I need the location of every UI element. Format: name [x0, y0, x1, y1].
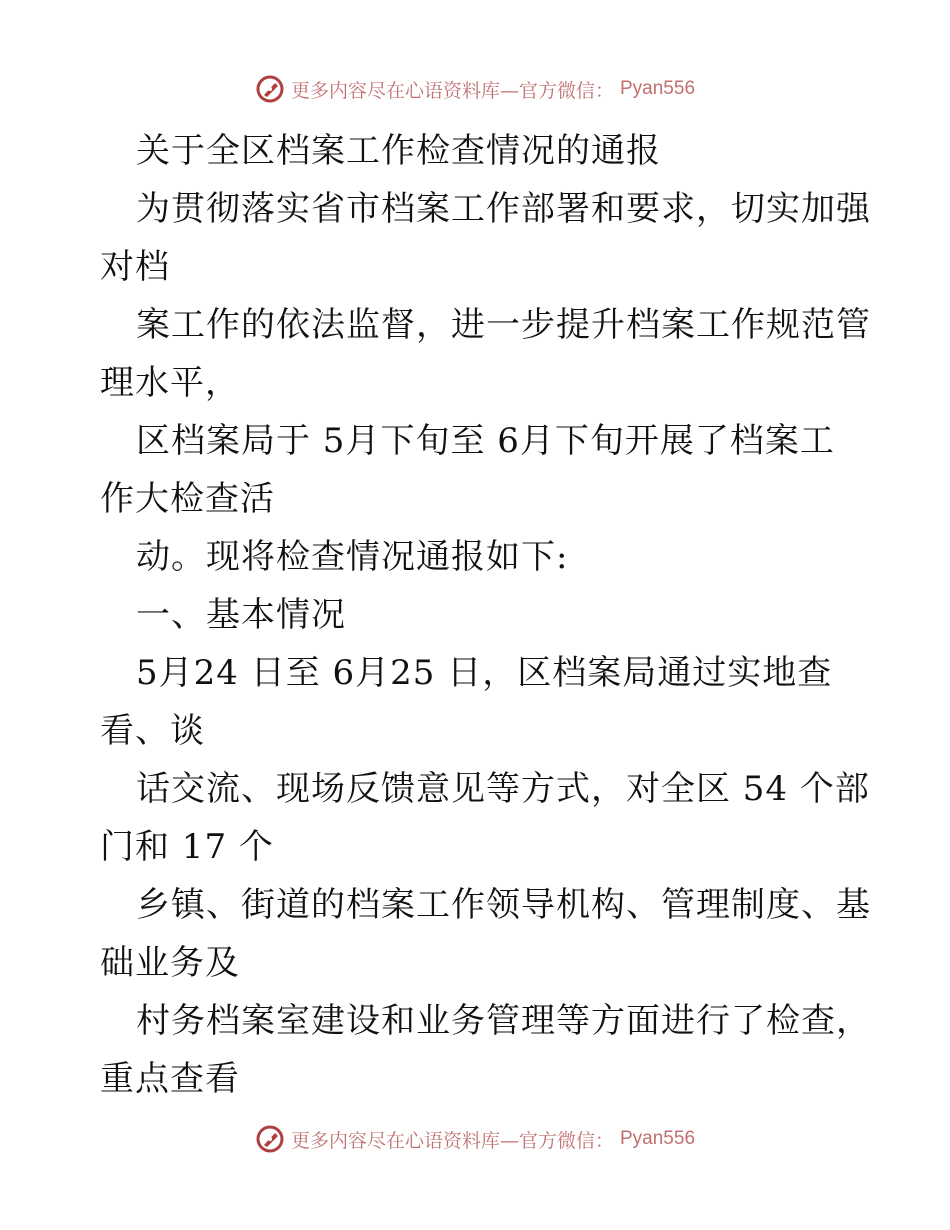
- document-body: [100, 122, 871, 1108]
- text-line: 门和 17 个: [100, 827, 274, 867]
- text-line: 动。现将检查情况通报如下:: [136, 537, 569, 577]
- text-line: 作大检查活: [100, 479, 275, 519]
- watermark-header: [0, 74, 950, 104]
- section-heading: 一、基本情况: [136, 595, 346, 635]
- watermark-text: 更多内容尽在心语资料库—官方微信：: [290, 79, 614, 102]
- watermark-wechat-id: Pyan556: [620, 1128, 696, 1149]
- text-line: 乡镇、街道的档案工作领导机构、管理制度、基: [136, 885, 871, 925]
- text-line: 案工作的依法监督，进一步提升档案工作规范管: [136, 305, 871, 345]
- text-line: 话交流、现场反馈意见等方式，对全区 54 个部: [136, 769, 870, 809]
- text-line: 5月24 日至 6月25 日，区档案局通过实地查: [136, 653, 833, 693]
- text-line: 重点查看: [100, 1059, 240, 1099]
- pen-logo-icon: [255, 1124, 285, 1154]
- pen-logo-icon: [255, 74, 285, 104]
- watermark-wechat-id: Pyan556: [620, 78, 696, 99]
- text-line: 村务档案室建设和业务管理等方面进行了检查，: [136, 1001, 871, 1041]
- text-line: 对档: [100, 247, 170, 287]
- document-title: 关于全区档案工作检查情况的通报: [136, 131, 661, 171]
- watermark-text: 更多内容尽在心语资料库—官方微信：: [290, 1129, 614, 1152]
- text-line: 看、谈: [100, 711, 205, 751]
- watermark-footer: [0, 1124, 950, 1154]
- text-line: 区档案局于 5月下旬至 6月下旬开展了档案工: [136, 421, 835, 461]
- text-line: 础业务及: [100, 943, 240, 983]
- text-line: 为贯彻落实省市档案工作部署和要求，切实加强: [136, 189, 871, 229]
- text-line: 理水平，: [100, 363, 240, 403]
